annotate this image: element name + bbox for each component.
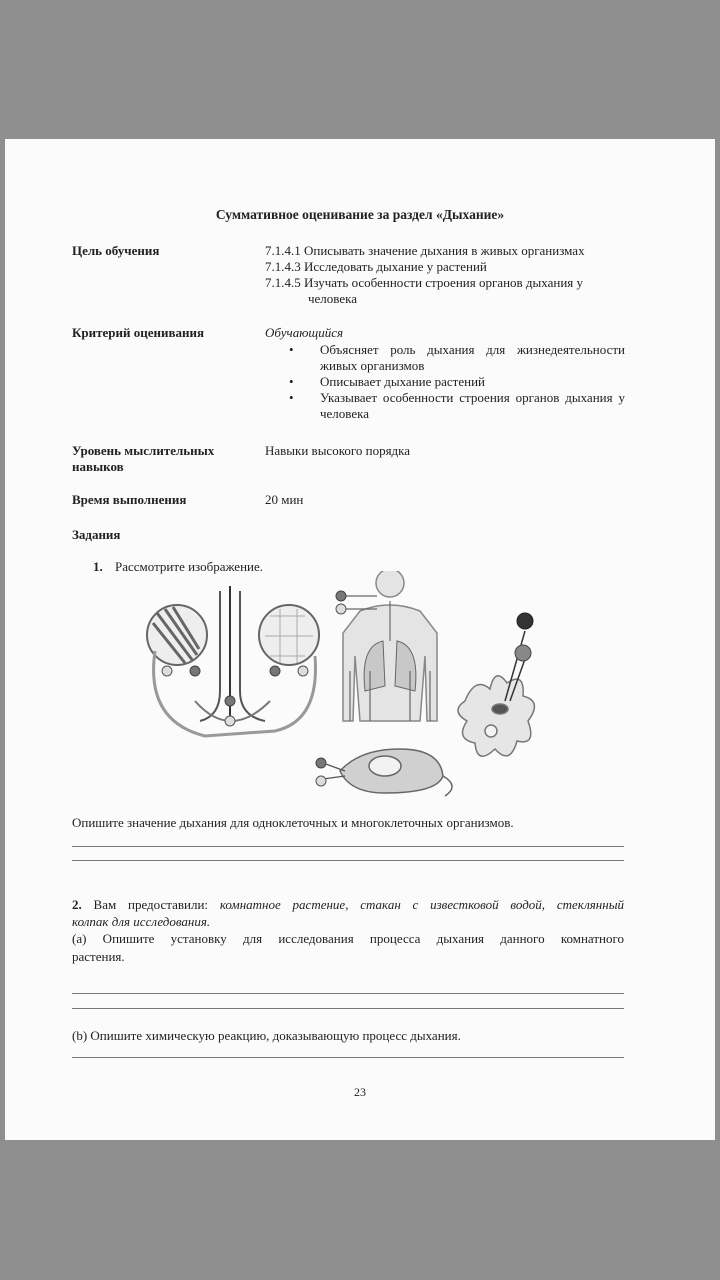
goal-item: человека — [308, 291, 358, 306]
goal-item: 7.1.4.3 Исследовать дыхание у растений — [265, 259, 487, 274]
task1-text: Рассмотрите изображение. — [115, 559, 264, 574]
molecule-dot — [517, 613, 533, 629]
criteria-intro: Обучающийся — [265, 325, 344, 340]
molecule-dot — [336, 604, 346, 614]
answer-line — [72, 993, 624, 994]
thinking-value: Навыки высокого порядка — [265, 443, 411, 458]
task2-number: 2. — [72, 897, 82, 912]
criteria-item: • Описывает дыхание растений — [265, 374, 625, 390]
molecule-dot — [162, 666, 172, 676]
task2-line1 — [72, 896, 624, 913]
tasks-heading: Задания — [72, 527, 121, 542]
amoeba — [458, 676, 534, 756]
molecule-dot — [298, 666, 308, 676]
molecule-dot — [336, 591, 346, 601]
criteria-list — [265, 342, 625, 422]
time-label: Время выполнения — [72, 492, 187, 507]
answer-line — [72, 1008, 624, 1009]
rat — [340, 749, 452, 796]
goal-item: 7.1.4.5 Изучать особенности строения органов дыхания у — [265, 275, 584, 290]
task2-items-text: колпак для исследования — [72, 914, 207, 929]
time-value: 20 мин — [265, 492, 304, 507]
task2-items: комнатное растение, стакан с известковой водой, стеклянный — [219, 897, 625, 912]
task2-items-continued: колпак для исследования. — [72, 914, 211, 929]
answer-line — [72, 1057, 624, 1058]
molecule-dot — [316, 776, 326, 786]
respiration-illustration — [145, 571, 545, 801]
molecule-dot — [270, 666, 280, 676]
goal-list — [265, 243, 585, 307]
task2-part-a: (а) Опишите установку для исследования процесса дыхания данного комнатного — [72, 931, 624, 946]
molecule-dot — [316, 758, 326, 768]
thinking-label-line: навыков — [72, 459, 124, 474]
task2-part-a-continued: растения. — [72, 949, 125, 964]
goal-item: 7.1.4.1 Описывать значение дыхания в живых организмах — [265, 243, 585, 258]
task2-part-b: (b) Опишите химическую реакцию, доказывающую процесс дыхания. — [72, 1028, 461, 1043]
task1-question: Опишите значение дыхания для одноклеточных и многоклеточных организмов. — [72, 815, 514, 830]
criteria-item: • Объясняет роль дыхания для жизнедеятельности живых организмов — [265, 342, 625, 374]
criteria-item: • Указывает особенности строения органов дыхания у человека — [265, 390, 625, 422]
page-number: 23 — [354, 1085, 366, 1099]
page-title: Суммативное оценивание за раздел «Дыхание» — [215, 207, 505, 222]
thinking-label-line: Уровень мыслительных — [72, 443, 215, 458]
molecule-dot — [190, 666, 200, 676]
thinking-label — [72, 443, 214, 475]
document-page — [5, 139, 715, 1140]
criteria-label: Критерий оценивания — [72, 325, 205, 340]
goal-label: Цель обучения — [72, 243, 160, 258]
molecule-dot — [225, 716, 235, 726]
molecule-dot — [225, 696, 235, 706]
molecule-dot — [515, 645, 531, 661]
answer-line — [72, 846, 624, 847]
answer-line — [72, 860, 624, 861]
human-torso — [343, 571, 437, 721]
task2-intro: Вам предоставили: — [93, 897, 209, 912]
task1-number: 1. — [93, 559, 103, 574]
